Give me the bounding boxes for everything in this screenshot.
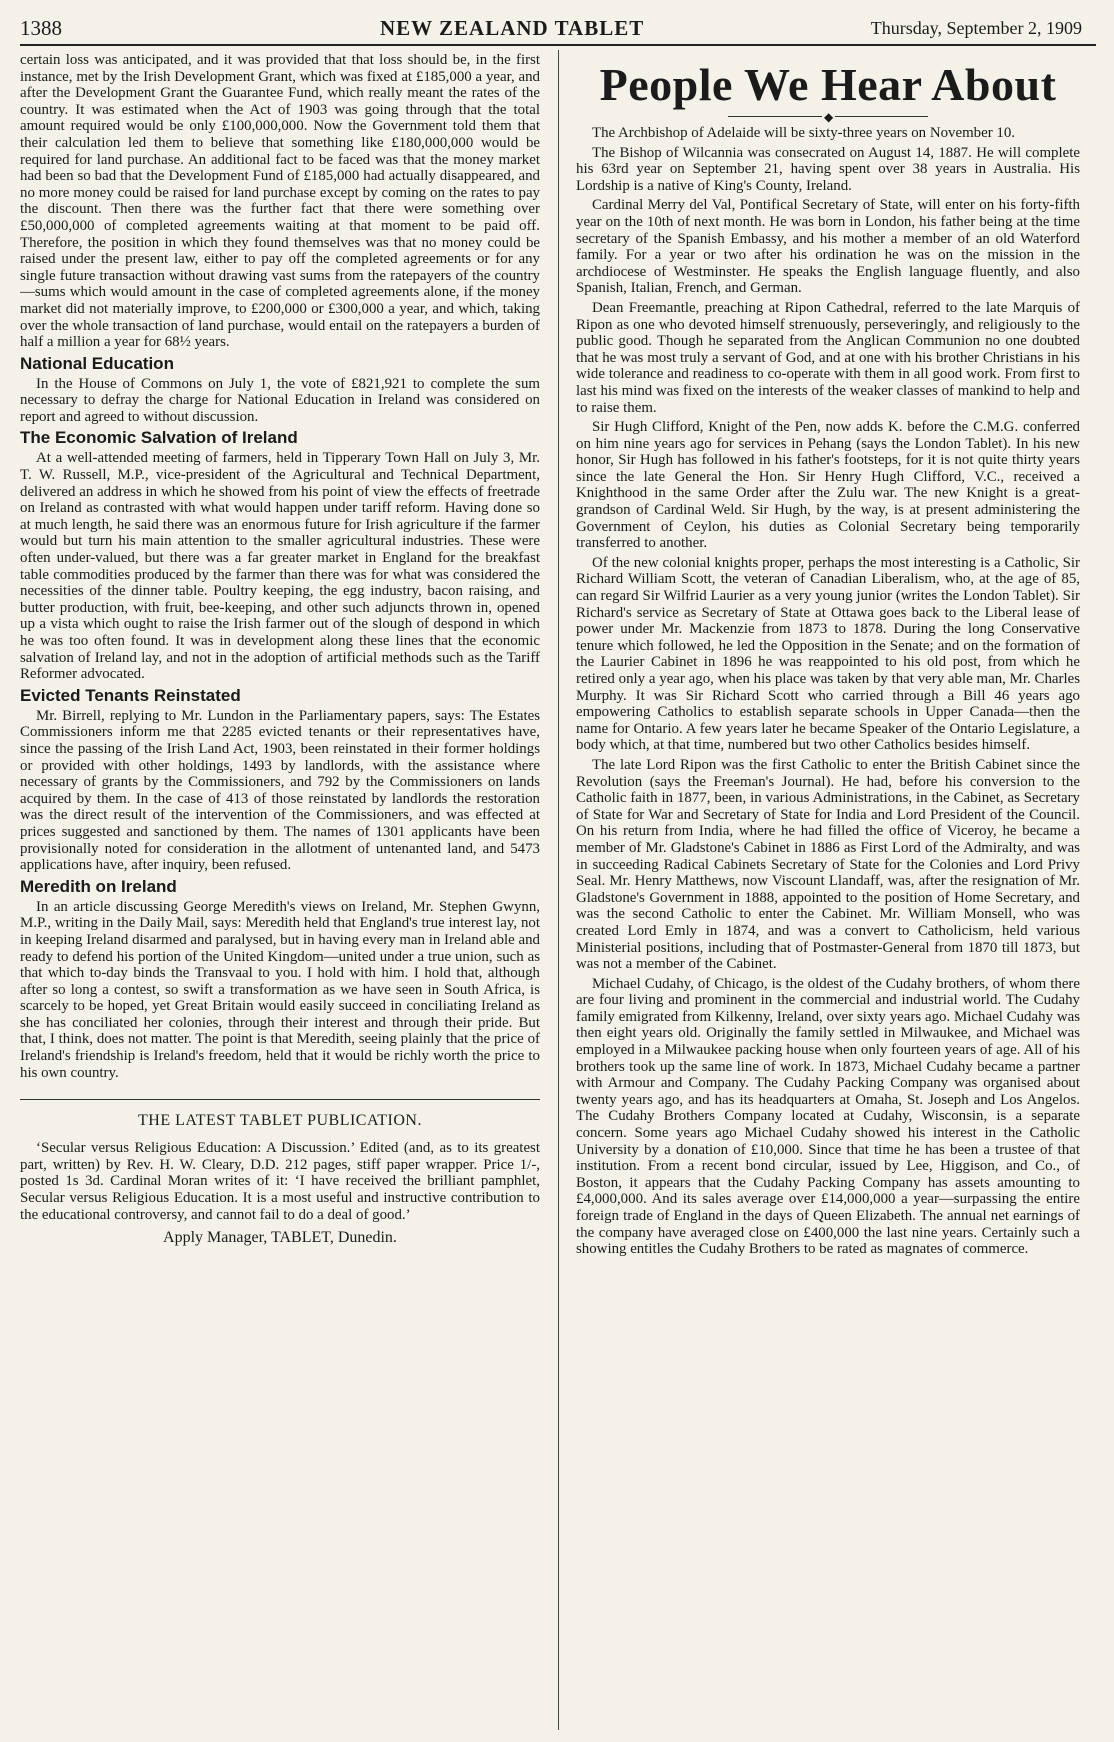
page-number: 1388 — [20, 16, 62, 40]
masthead — [20, 16, 1096, 42]
people-we-hear-about-title: People We Hear About — [599, 59, 1057, 110]
paragraph-latest-publication: ‘Secular versus Religious Education: A Discussion.’ Edited (and, as to its greatest part, written) by Rev. H. W. Cleary, D.D. 212 pages, stiff paper wrapper. Price 1/-, posted 1s 3d. Cardinal Moran writes of it: ‘I have received the brilliant pamphlet, Secular versus Religious Education. It is a most useful and instructive contribution to the educational controversy, and cannot fail to do a deal of good.’ — [20, 1140, 540, 1223]
paragraph-michael-cudahy: Michael Cudahy, of Chicago, is the oldest of the Cudahy brothers, of whom there are four living and prominent in the commercial and industrial world. The Cudahy family emigrated from Kilkenny, Ireland, over sixty years ago. Michael Cudahy was then eight years old. Originally the family settled in Milwaukee, and Michael was employed in a Milwaukee packing house when only fourteen years of age. All of his brothers took up the same line of work. In 1873, Michael Cudahy became a partner with Armour and Company. The Cudahy Packing Company was organised about twenty years ago, and has its headquarters at Omaha, St. Joseph and Los Angelos. The Cudahy Brothers Company located at Cudahy, Wisconsin, is a separate concern. Some years ago Michael Cudahy showed his interest in the Catholic University by a donation of £10,000. Since that time he has been a trustee of that institution. From a recent bond circular, issued by Lee, Higgison, and Co., of Boston, it appears that the Cudahy Packing Company has assets amounting to £4,000,000. And its sales average over £14,000,000 a year—surpassing the entire foreign trade of England in the days of Queen Elizabeth. The annual net earnings of the company have averaged close on £400,000 the last nine years. Certainly such a showing entitles the Cudahy Brothers to be rated as magnates of commerce. — [576, 975, 1080, 1258]
title-ornament — [728, 110, 928, 124]
paragraph-hugh-clifford: Sir Hugh Clifford, Knight of the Pen, now adds K. before the C.M.G. conferred on him nine years ago for services in Pehang (says the London Tablet). In his new honor, Sir Hugh has followed in his father's footsteps, for it is not quite thirty years since the late General the Hon. Sir Henry Hugh Clifford, V.C., received a Knighthood in the same Order after the Zulu war. The new Knight is a great-grandson of Cardinal Weld. Sir Hugh, by the way, is at present administering the Government of Ceylon, his duties as Colonial Secretary being temporarily transferred to another. — [576, 419, 1080, 552]
paragraph-merry-del-val: Cardinal Merry del Val, Pontifical Secretary of State, will enter on his forty-fifth year on the 10th of next month. He was born in London, his father being at the time secretary of the Spanish Embassy, and his mother a member of an old Waterford family. For a year or two after his ordination he was on the mission in the archdiocese of Westminster. He speaks the English language fluently, and also Spanish, Italian, French, and German. — [576, 197, 1080, 297]
paragraph-national-education: In the House of Commons on July 1, the vote of £821,921 to complete the sum necessary to defray the charge for National Education in Ireland was considered on report and agreed to without discussion. — [20, 375, 540, 425]
paragraph-bishop-wilcannia: The Bishop of Wilcannia was consecrated on August 14, 1887. He will complete his 63rd year on September 21, having spent over 38 years in Australia. His Lordship is a native of King's County, Ireland. — [576, 144, 1080, 194]
column-divider — [558, 50, 559, 1730]
newspaper-page — [20, 0, 1096, 1742]
paragraph-dean-freemantle: Dean Freemantle, preaching at Ripon Cathedral, referred to the late Marquis of Ripon as one who devoted himself strenuously, perseveringly, and religiously to the public good. Though he separated from the Anglican Communion no one doubted that he was most truly a servant of God, and at one with his brother Christians in his wide tolerance and readiness to co-operate with them in all good work. From first to last his mind was fixed on the interests of the weaker classes of mankind to help and to raise them. — [576, 299, 1080, 416]
issue-date: Thursday, September 2, 1909 — [870, 18, 1082, 38]
heading-evicted-tenants: Evicted Tenants Reinstated — [20, 685, 241, 705]
intro-paragraph: certain loss was anticipated, and it was provided that that loss should be, in the first instance, met by the Irish Development Grant, which was fixed at £185,000 a year, and after the Development Grant the Guarantee Fund, which really meant the rates of the country. It was estimated when the Act of 1903 was going through that the total amount required would be only £100,000,000. Now the Government told them that their calculation led them to believe that something like £180,000,000 would be required for land purchase. An additional fact to be faced was that the money market had been so bad that the Development Fund of £185,000 had actually disappeared, and no more money could be raised for land purchase except by coming on the rates to pay the discount. Then there was the further fact that there were something over £50,000,000 of completed agreements waiting at that moment to be paid off. Therefore, the position in which they found themselves was that no money could be raised under the present law, either to pay off the completed agreements or for any single future transaction without drawing vast sums from the ratepayers of the country—sums which would amount in the case of completed agreements alone, if the money market did not materially improve, to £200,000 or £300,000 a year, and which, taking over the whole transaction of land purchase, would entail on the ratepayers a burden of half a million a year for 68½ years. — [20, 52, 540, 351]
apply-manager-line: Apply Manager, TABLET, Dunedin. — [163, 1229, 397, 1247]
paragraph-evicted-tenants: Mr. Birrell, replying to Mr. Lundon in the Parliamentary papers, says: The Estates Commissioners inform me that 2285 evicted tenants or their representatives have, since the passing of the Irish Land Act, 1903, been reinstated in their former holdings or provided with other holdings, 1493 by landlords, with the assistance where necessary of grants by the Commissioners, and 792 by the Commissioners on lands acquired by them. In the case of 413 of those reinstated by landlords the restoration was the direct result of the intervention of the Commissioners, and was effected at prices suggested and sanctioned by them. The names of 1301 applicants have been provisionally noted for consideration in the allotment of untenanted land, and 5473 applications have, after inquiry, been refused. — [20, 707, 540, 874]
left-column — [20, 52, 540, 1247]
paragraph-archbishop: The Archbishop of Adelaide will be sixty-three years on November 10. — [592, 125, 1016, 141]
paragraph-meredith: In an article discussing George Meredith's views on Ireland, Mr. Stephen Gwynn, M.P., writing in the Daily Mail, says: Meredith held that England's true interest lay, not in keeping Ireland disarmed and paralysed, but in having every man in Ireland able and ready to defend his portion of the United Kingdom—united under a true union, such as that which to-day binds the Transvaal to you. I hold with him. I hold that, although after so long a contest, so swift a transformation as we have seen in South Africa, is scarcely to be hoped, yet Great Britain would easily succeed in conciliating Ireland as she has conciliated her colonies, through their interest and through their pride. But that, I think, does not matter. The point is that Meredith, seeing plainly that the price of Ireland's friendship is Ireland's freedom, held that it would be richly worth the price to his own country. — [20, 898, 540, 1081]
paragraph-richard-scott: Of the new colonial knights proper, perhaps the most interesting is a Catholic, Sir Richard William Scott, the veteran of Canadian Liberalism, who, at the age of 85, can regard Sir Wilfrid Laurier as a very young junior (writes the London Tablet). Sir Richard's service as Secretary of State at Ottawa goes back to the Liberal lease of power under Mr. Mackenzie from 1873 to 1878. During the long Conservative tenure which followed, he led the Opposition in the Senate; and on the formation of the Laurier Cabinet in 1896 he was reappointed to his old post, from which he retired only a year ago, when his place was taken by that very able man, Mr. Charles Murphy. It was Sir Richard Scott who carried through a Bill 46 years ago empowering Catholics to establish separate schools in Upper Canada—then the name for Ontario. A few years later he became Speaker of the Ontario Legislature, a body which, at that time, numbered but two other Catholics besides himself. — [576, 554, 1080, 754]
section-rule — [20, 1099, 540, 1100]
paragraph-lord-ripon: The late Lord Ripon was the first Catholic to enter the British Cabinet since the Revolution (says the Freeman's Journal). He had, before his conversion to the Catholic faith in 1877, been, in various Administrations, in the Cabinet, as Secretary of State for War and Secretary of State for India and Lord President of the Council. On his return from India, where he had filled the office of Viceroy, he became a member of Mr. Gladstone's Cabinet in 1886 as First Lord of the Admiralty, and was in succeeding Radical Cabinets Secretary of State for the Colonies and Lord Privy Seal. Mr. Henry Matthews, now Viscount Llandaff, was, after the resignation of Mr. Gladstone's Government in 1888, appointed to the position of Home Secretary, and was the second Catholic to enter the Cabinet. Mr. William Monsell, who was created Lord Emly in 1874, and was a convert to Catholicism, held various Ministerial positions, including that of Postmaster-General from 1870 till 1873, but was not a member of the Cabinet. — [576, 756, 1080, 973]
heading-meredith: Meredith on Ireland — [20, 876, 177, 896]
right-column — [576, 52, 1080, 1261]
paragraph-economic-salvation: At a well-attended meeting of farmers, held in Tipperary Town Hall on July 3, Mr. T. W. Russell, M.P., vice-president of the Agricultural and Technical Department, delivered an address in which he showed from his point of view the effects of freetrade on Ireland as contrasted with what would happen under tariff reform. Having done so at much length, he said there was an enormous future for Irish agriculture if the farmer would but turn his main attention to the smaller agricultural industries. These were often under-valued, but there was a far greater market in England for the breakfast table commodities produced by the farmer than there was for what was considered the necessities of the dinner table. Poultry keeping, the egg industry, bacon raising, and butter production, with fruit, bee-keeping, and other such adjuncts thrown in, opened up a vista which ought to raise the Irish farmer out of the slough of despond in which he was too often found. It was in development along these lines that the economic salvation of Ireland lay, and not in the adoption of artificial methods such as the Tariff Reformer advocated. — [20, 450, 540, 683]
heading-economic-salvation: The Economic Salvation of Ireland — [20, 428, 298, 448]
heading-national-education: National Education — [20, 353, 174, 373]
masthead-rule — [20, 44, 1096, 46]
newspaper-title: NEW ZEALAND TABLET — [380, 16, 645, 40]
diamond-ornament-icon: ◆ — [824, 110, 834, 124]
latest-publication-title: THE LATEST TABLET PUBLICATION. — [138, 1112, 422, 1130]
